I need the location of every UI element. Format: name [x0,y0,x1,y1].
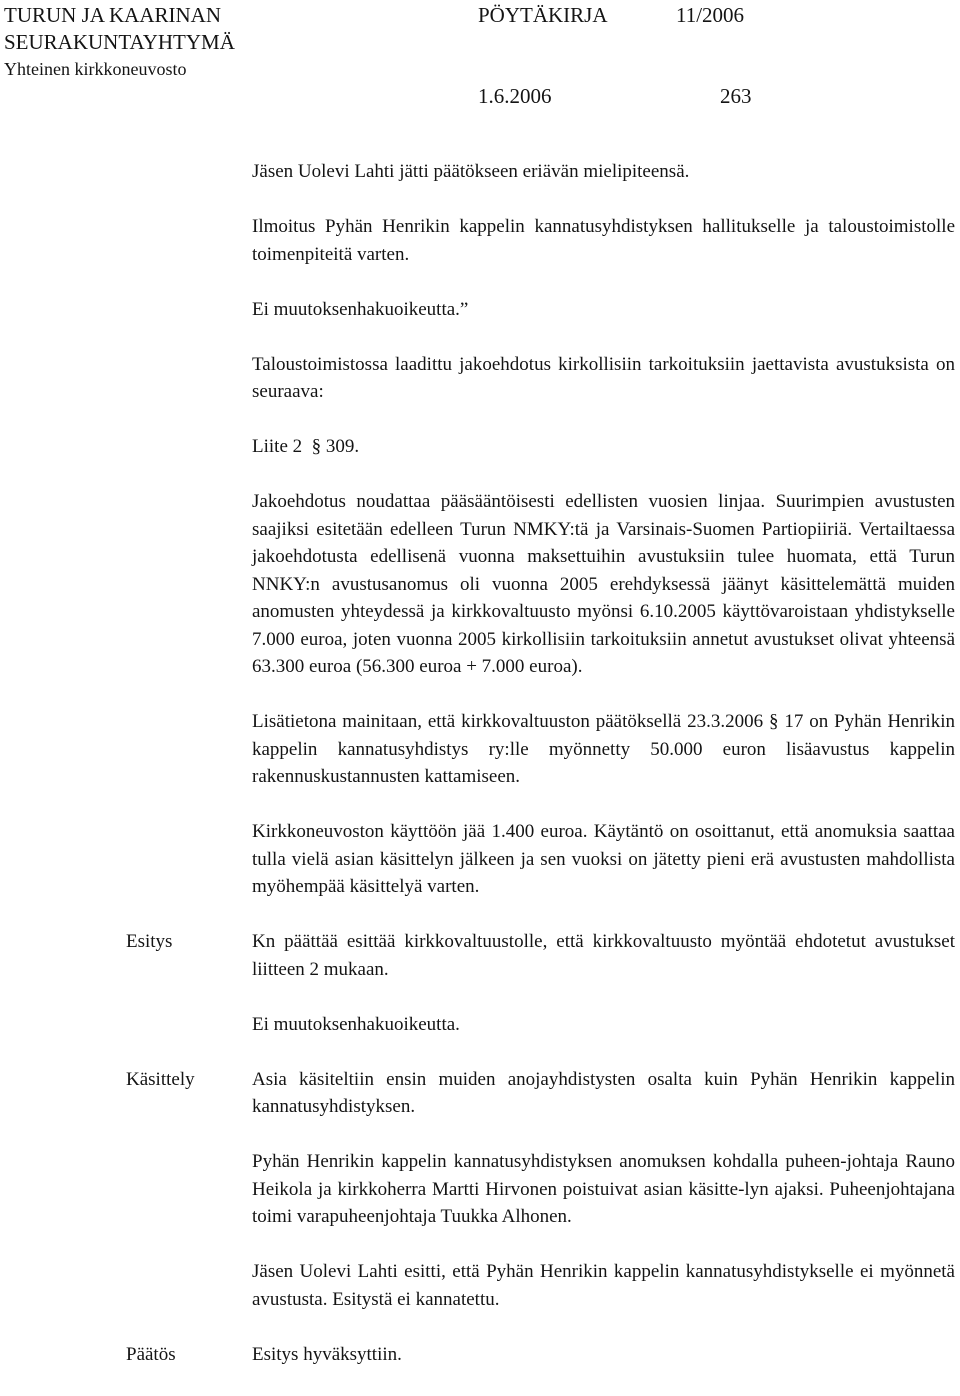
organization-body: Yhteinen kirkkoneuvosto [4,59,187,79]
paragraph-attachment-reference [252,433,955,461]
additional-info-start: Lisätietona mainitaan, että kirkkovaltuuston päätöksellä 23.3.2006 [252,711,764,732]
additional-info-end: 17 on Pyhän Henrikin kappelin kannatusyhdistys ry:lle myönnetty 50.000 euron lisäavustus kappelin rakennuskustannusten kattamiseen. [252,711,955,787]
paragraph-decision: Esitys hyväksyttiin. [252,1343,402,1365]
section-label-kasittely: Käsittely [126,1068,195,1090]
paragraph-proposal-no-appeal: Ei muutoksenhakuoikeutta. [252,1013,460,1035]
paragraph-no-appeal: Ei muutoksenhakuoikeutta.” [252,298,469,320]
section-number: 309. [325,436,360,457]
paragraph-distribution-details: Jakoehdotus noudattaa pääsääntöisesti edellisten vuosien linjaa. Suurimpien avustusten saajiksi esitetään edelleen Turun NMKY:tä ja Varsinais-Suomen Partiopiiriä. Vertailtaessa jakoehdotusta edellisenä vuonna maksettuihin avustuksiin tulee huomata, että Turun NNKY:n avustusanomus oli vuonna 2005 erehdyksessä jäänyt käsittelemättä muiden anomusten yhteydessä ja kirkkovaltuusto myönsi 6.10.2005 käyttövaroistaan yhdistykselle 7.000 euroa, joten vuonna 2005 kirkollisiin tarkoituksiin annetut avustukset olivat yhteensä 63.300 euroa (56.300 euroa + 7.000 euroa). [252,491,955,677]
section-label-esitys: Esitys [126,931,173,952]
document-type: PÖYTÄKIRJA [478,3,608,27]
paragraph-counter-proposal: Jäsen Uolevi Lahti esitti, että Pyhän Henrikin kappelin kannatusyhdistykselle ei myönnetä avustusta. Esitystä ei kannatettu. [252,1261,955,1310]
attachment-label: Liite 2 [252,436,303,457]
paragraph-dissent: Jäsen Uolevi Lahti jätti päätökseen eriävän mielipiteensä. [252,161,690,182]
organization-name-line2: SEURAKUNTAYHTYMÄ [4,30,235,54]
paragraph-notification: Ilmoitus Pyhän Henrikin kappelin kannatusyhdistyksen hallitukselle ja taloustoimistolle toimenpiteitä varten. [252,216,955,265]
paragraph-handling-first: Asia käsiteltiin ensin muiden anojayhdistysten osalta kuin Pyhän Henrikin kappelin kannatusyhdistyksen. [252,1068,955,1117]
document-number: 11/2006 [676,3,745,27]
section-label-paatos: Päätös [126,1343,176,1365]
section-paatos [0,1341,960,1369]
section-sign: § [311,436,322,457]
paragraph-remaining-funds: Kirkkoneuvoston käyttöön jää 1.400 euroa. Käytäntö on osoittanut, että anomuksia saattaa tulla vielä asian käsittelyn jälkeen ja sen vuoksi on jätetty pieni erä avustusten mahdollista myöhempää käsittelyä varten. [252,821,955,897]
document-header [0,0,960,120]
section-esitys [0,928,960,1038]
organization-name-line1: TURUN JA KAARINAN [4,3,222,27]
paragraph-recusal: Pyhän Henrikin kappelin kannatusyhdistyksen anomuksen kohdalla puheen-johtaja Rauno Heikola ja kirkkoherra Martti Hirvonen poistuivat asian käsitte-lyn ajaksi. Puheenjohtajana toimi varapuheenjohtaja Tuukka Alhonen. [252,1151,955,1227]
section-sign: § [768,711,779,732]
paragraph-additional-info [252,708,955,791]
section-kasittely [0,1066,960,1314]
meeting-date: 1.6.2006 [478,84,552,108]
paragraph-proposal: Kn päättää esittää kirkkovaltuustolle, että kirkkovaltuusto myöntää ehdotetut avustukset liitteen 2 mukaan. [252,931,955,980]
page-number: 263 [720,84,752,108]
document-body [0,158,960,1396]
paragraph-distribution-proposal: Taloustoimistossa laadittu jakoehdotus kirkollisiin tarkoituksiin jaettavista avustuksista on seuraava: [252,353,955,402]
